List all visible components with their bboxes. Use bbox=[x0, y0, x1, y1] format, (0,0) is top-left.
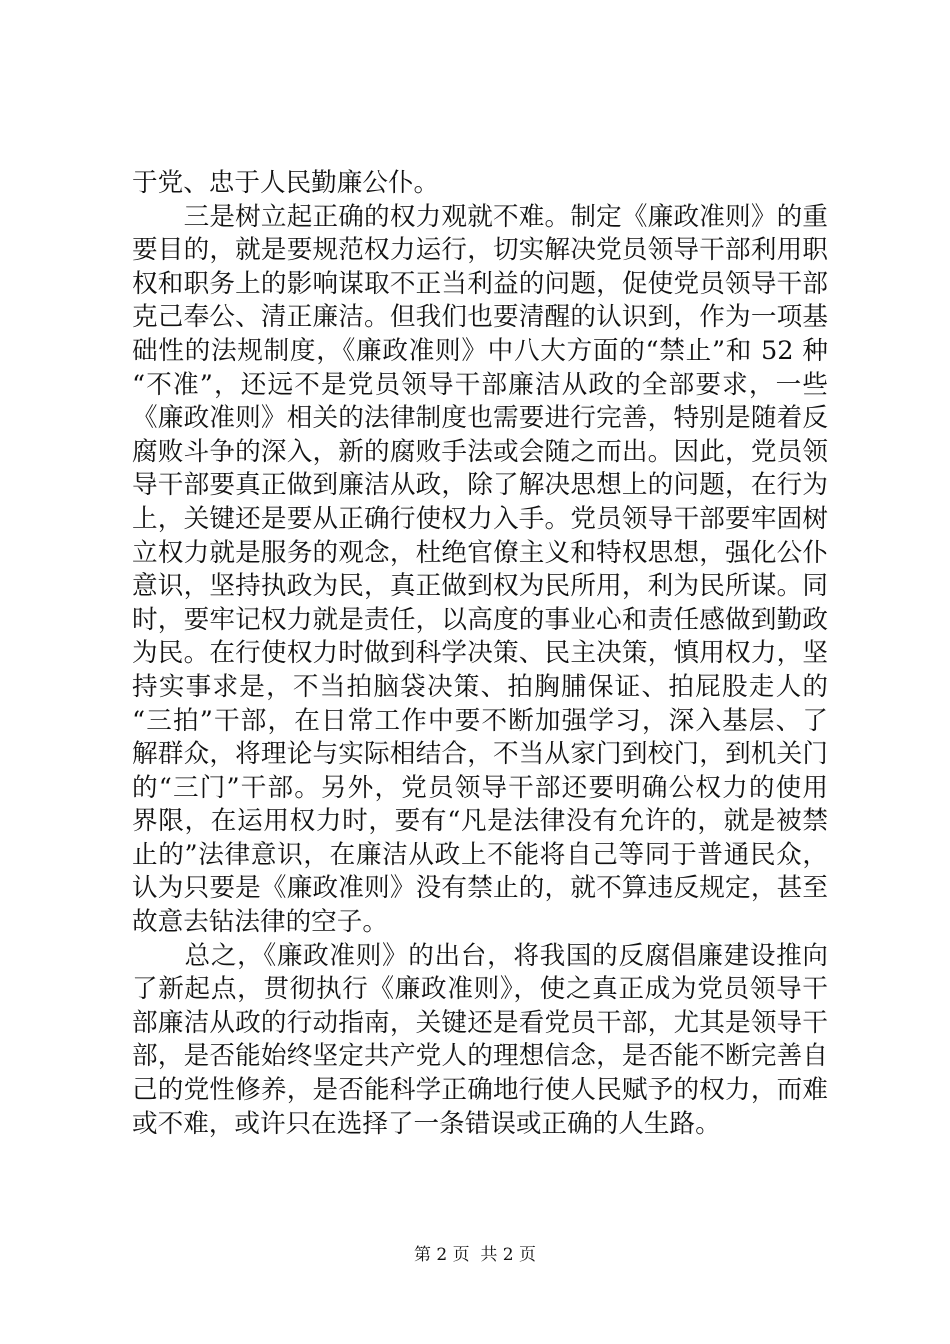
text-line: 导干部要真正做到廉洁从政，除了解决思想上的问题，在行为 bbox=[132, 470, 828, 501]
text-line: 三是树立起正确的权力观就不难。制定《廉政准则》的重 bbox=[132, 201, 828, 232]
text-line: 己的党性修养，是否能科学正确地行使人民赋予的权力，而难 bbox=[132, 1075, 828, 1106]
page-number-footer: 第 2 页 共 2 页 bbox=[413, 1245, 537, 1265]
text-line: 意识，坚持执政为民，真正做到权为民所用，利为民所谋。同 bbox=[132, 571, 828, 602]
text-line: 总之，《廉政准则》的出台，将我国的反腐倡廉建设推向 bbox=[132, 940, 828, 971]
text-line: 部，是否能始终坚定共产党人的理想信念，是否能不断完善自 bbox=[132, 1041, 828, 1072]
text-line: 故意去钻法律的空子。 bbox=[132, 907, 388, 938]
text-line: 解群众，将理论与实际相结合，不当从家门到校门，到机关门 bbox=[132, 739, 828, 770]
text-line: 时，要牢记权力就是责任，以高度的事业心和责任感做到勤政 bbox=[132, 604, 828, 635]
text-line: “不准”，还远不是党员领导干部廉洁从政的全部要求，一些 bbox=[132, 369, 828, 400]
text-line: 础性的法规制度，《廉政准则》中八大方面的“禁止”和 52 种 bbox=[132, 335, 828, 366]
text-line: 《廉政准则》相关的法律制度也需要进行完善，特别是随着反 bbox=[132, 403, 828, 434]
text-line: 立权力就是服务的观念，杜绝官僚主义和特权思想，强化公仆 bbox=[132, 537, 828, 568]
text-line: 要目的，就是要规范权力运行，切实解决党员领导干部利用职 bbox=[132, 235, 828, 266]
body-text bbox=[132, 167, 828, 1141]
text-line: 的“三门”干部。另外，党员领导干部还要明确公权力的使用 bbox=[132, 772, 828, 803]
text-line: 为民。在行使权力时做到科学决策、民主决策，慎用权力，坚 bbox=[132, 638, 828, 669]
text-line: 或不难，或许只在选择了一条错误或正确的人生路。 bbox=[132, 1108, 721, 1139]
text-line: 界限，在运用权力时，要有“凡是法律没有允许的，就是被禁 bbox=[132, 806, 828, 837]
text-line: 权和职务上的影响谋取不正当利益的问题，促使党员领导干部 bbox=[132, 268, 828, 299]
text-line: “三拍”干部，在日常工作中要不断加强学习，深入基层、了 bbox=[132, 705, 828, 736]
text-line: 了新起点，贯彻执行《廉政准则》，使之真正成为党员领导干 bbox=[132, 974, 828, 1005]
text-line: 部廉洁从政的行动指南，关键还是看党员干部，尤其是领导干 bbox=[132, 1007, 828, 1038]
text-line: 腐败斗争的深入，新的腐败手法或会随之而出。因此，党员领 bbox=[132, 436, 828, 467]
text-line: 持实事求是，不当拍脑袋决策、拍胸脯保证、拍屁股走人的 bbox=[132, 671, 828, 702]
text-line: 止的”法律意识，在廉洁从政上不能将自己等同于普通民众， bbox=[132, 839, 828, 870]
text-line: 认为只要是《廉政准则》没有禁止的，就不算违反规定，甚至 bbox=[132, 873, 828, 904]
text-line: 于党、忠于人民勤廉公仆。 bbox=[132, 168, 440, 198]
text-line: 上，关键还是要从正确行使权力入手。党员领导干部要牢固树 bbox=[132, 503, 828, 534]
text-line: 克己奉公、清正廉洁。但我们也要清醒的认识到，作为一项基 bbox=[132, 302, 828, 333]
